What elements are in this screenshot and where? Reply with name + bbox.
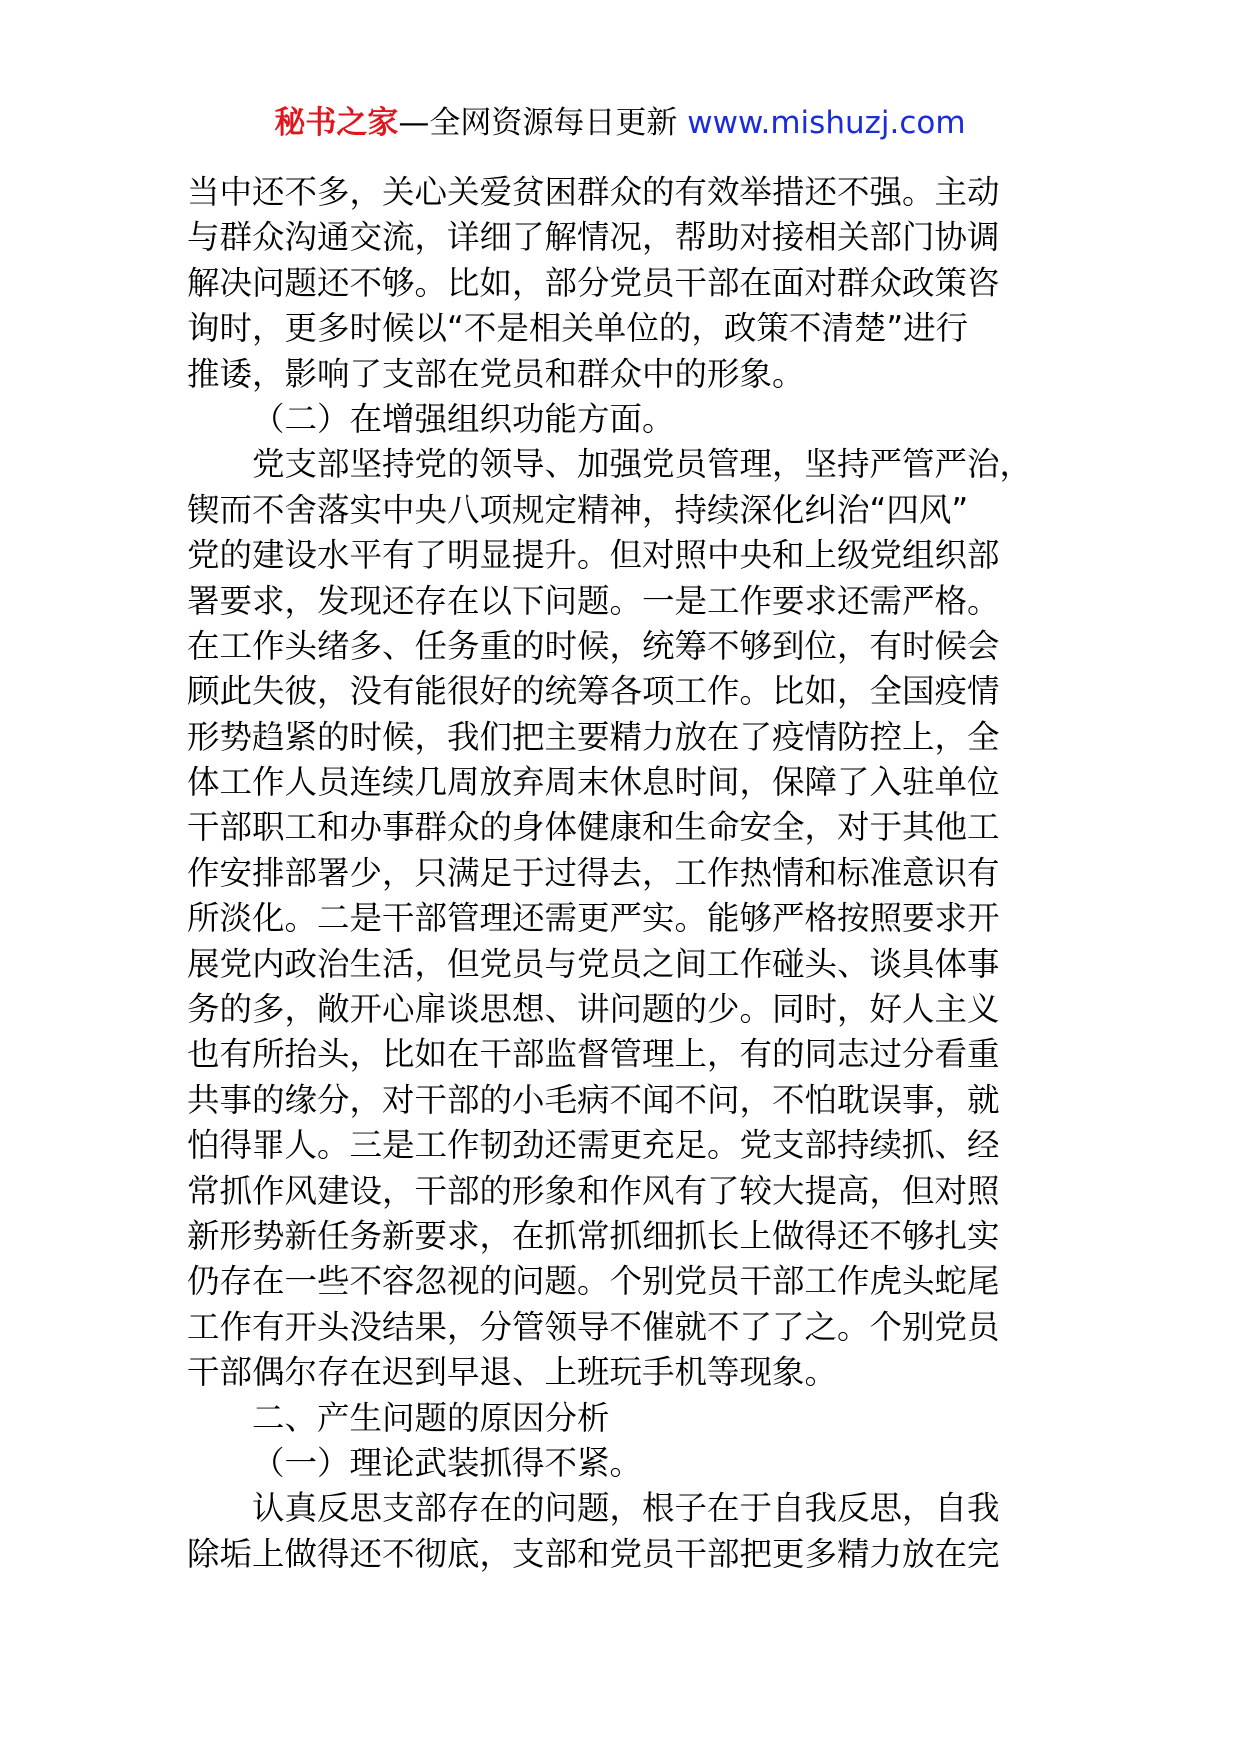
body-line: 怕得罪人。三是工作韧劲还需更充足。党支部持续抓、经 bbox=[187, 1126, 1000, 1165]
body-line: 形势趋紧的时候，我们把主要精力放在了疫情防控上，全 bbox=[187, 717, 1000, 756]
body-line: 除垢上做得还不彻底，支部和党员干部把更多精力放在完 bbox=[187, 1534, 1000, 1573]
body-line: 工作有开头没结果，分管领导不催就不了了之。个别党员 bbox=[187, 1307, 1000, 1346]
site-url-link[interactable]: www.mishuzj.com bbox=[687, 105, 966, 141]
header-tagline: —全网资源每日更新 bbox=[398, 105, 678, 141]
body-line: 务的多，敞开心扉谈思想、讲问题的少。同时，好人主义 bbox=[187, 990, 1000, 1029]
section-heading: 二、产生问题的原因分析 bbox=[252, 1398, 610, 1437]
body-line: 所淡化。二是干部管理还需更严实。能够严格按照要求开 bbox=[187, 899, 1000, 938]
body-line: 推诿，影响了支部在党员和群众中的形象。 bbox=[187, 354, 805, 393]
paragraph-start-line: 认真反思支部存在的问题，根子在于自我反思，自我 bbox=[252, 1489, 1000, 1528]
body-line: 解决问题还不够。比如，部分党员干部在面对群众政策咨 bbox=[187, 263, 1000, 302]
body-line: 当中还不多，关心关爱贫困群众的有效举措还不强。主动 bbox=[187, 173, 1000, 211]
body-line: 与群众沟通交流，详细了解情况，帮助对接相关部门协调 bbox=[187, 218, 1000, 257]
body-line: 在工作头绪多、任务重的时候，统筹不够到位，有时候会 bbox=[187, 626, 1000, 665]
body-line: 体工作人员连续几周放弃周末休息时间，保障了入驻单位 bbox=[187, 763, 1000, 802]
body-line: 新形势新任务新要求，在抓常抓细抓长上做得还不够扎实 bbox=[187, 1216, 1000, 1255]
document-body bbox=[187, 170, 1067, 1577]
section-heading: （一）理论武装抓得不紧。 bbox=[252, 1443, 643, 1482]
paragraph-start-line: 党支部坚持党的领导、加强党员管理，坚持严管严治， bbox=[252, 445, 1033, 484]
body-line: 署要求，发现还存在以下问题。一是工作要求还需严格。 bbox=[187, 581, 1000, 620]
brand-name: 秘书之家 bbox=[274, 105, 399, 141]
body-line: 展党内政治生活，但党员与党员之间工作碰头、谈具体事 bbox=[187, 944, 1000, 983]
body-line: 顾此失彼，没有能很好的统筹各项工作。比如，全国疫情 bbox=[187, 672, 1000, 711]
section-heading: （二）在增强组织功能方面。 bbox=[252, 399, 675, 438]
body-line: 仍存在一些不容忽视的问题。个别党员干部工作虎头蛇尾 bbox=[187, 1262, 1000, 1301]
body-line: 干部偶尔存在迟到早退、上班玩手机等现象。 bbox=[187, 1353, 838, 1392]
body-line: 常抓作风建设，干部的形象和作风有了较大提高，但对照 bbox=[187, 1171, 1000, 1210]
body-line: 共事的缘分，对干部的小毛病不闻不问，不怕耽误事，就 bbox=[187, 1080, 1000, 1119]
body-line: 也有所抬头，比如在干部监督管理上，有的同志过分看重 bbox=[187, 1035, 1000, 1074]
body-line: 询时，更多时候以“不是相关单位的，政策不清楚”进行 bbox=[187, 309, 969, 348]
body-line: 干部职工和办事群众的身体健康和生命安全，对于其他工 bbox=[187, 808, 1000, 847]
body-line: 党的建设水平有了明显提升。但对照中央和上级党组织部 bbox=[187, 536, 1000, 575]
body-line: 作安排部署少，只满足于过得去，工作热情和标准意识有 bbox=[187, 853, 1000, 892]
body-line: 锲而不舍落实中央八项规定精神，持续深化纠治“四风” bbox=[187, 490, 969, 529]
site-header bbox=[0, 98, 1240, 148]
